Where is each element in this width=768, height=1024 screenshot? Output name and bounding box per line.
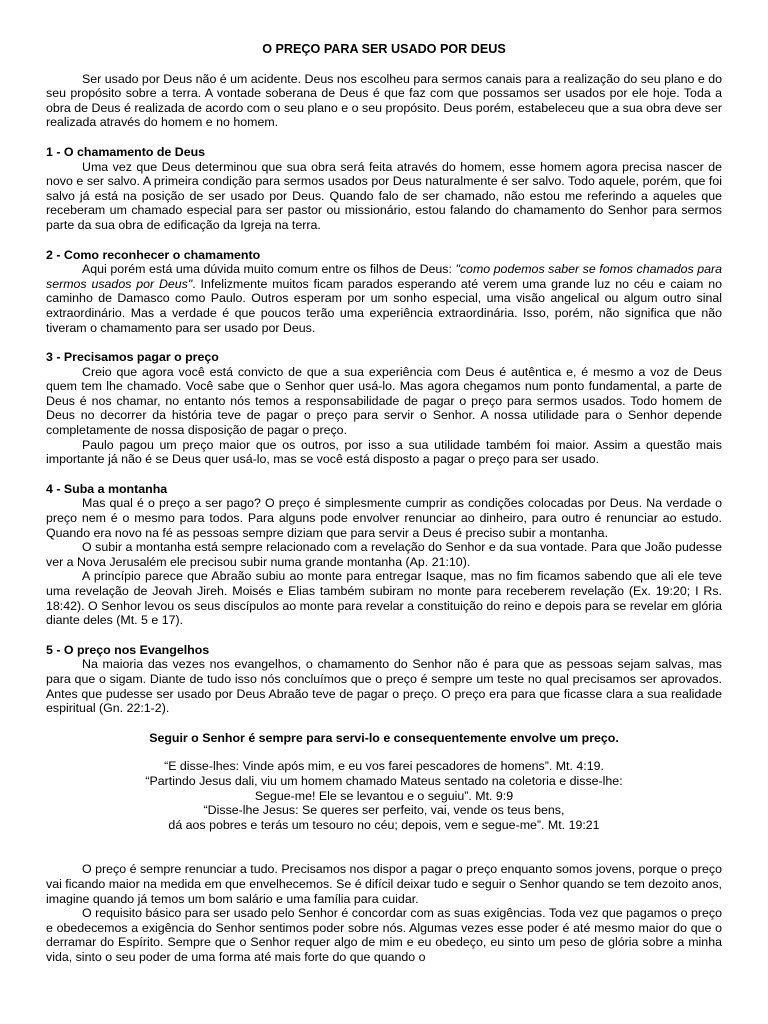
paragraph-text: Aqui porém está uma dúvida muito comum entre os filhos de Deus: [82, 262, 456, 277]
section-heading: 3 - Precisamos pagar o preço [46, 350, 219, 365]
section-2 [46, 248, 722, 336]
paragraph: Mas qual é o preço a ser pago? O preço é simplesmente cumprir as condições colocadas por Deus. Na verdade o preço nem é o mesmo para todos. Para alguns pode envolver renunciar ao dinheiro, para outro é renunciar ao estudo. Quando era novo na fé as pessoas sempre diziam que para servir a Deus é preciso subir a montanha. [46, 496, 722, 540]
verse-line: “Disse-lhe Jesus: Se queres ser perfeito, vai, vende os teus bens, [203, 803, 565, 818]
spacer [46, 846, 722, 862]
section-heading: 4 - Suba a montanha [46, 481, 168, 496]
paragraph-text: . Infelizmente muitos ficam parados esperando até verem uma grande luz no céu e caiam no caminho de Damasco como Paulo. Outros esperam por um sonho especial, uma visão angelical ou algum outro sinal extraordinário. Mas a verdade é que poucos terão uma experiência extraordinária. Isso, porém, não significa que não tiveram o chamamento para ser usado por Deus. [46, 276, 722, 335]
section-heading: 2 - Como reconhecer o chamamento [46, 247, 261, 262]
section-5 [46, 643, 722, 716]
verse-line: “Partindo Jesus dali, viu um homem chamado Mateus sentado na coletoria e disse-lhe: [145, 773, 623, 788]
document-title: O PREÇO PARA SER USADO POR DEUS [262, 42, 506, 56]
paragraph: Na maioria das vezes nos evangelhos, o chamamento do Senhor não é para que as pessoas sejam salvas, mas para que o sigam. Diante de tudo isso nós concluímos que o preço é sempre um teste no qual precisamos ser aprovados. Antes que pudesse ser usado por Deus Abraão teve de pagar o preço. O preço era para que ficasse clara a sua realidade espiritual (Gn. 22:1-2). [46, 657, 722, 716]
verse-quotes [46, 759, 722, 832]
section-1 [46, 145, 722, 233]
intro-block [46, 72, 722, 130]
intro-paragraph: Ser usado por Deus não é um acidente. Deus nos escolheu para sermos canais para a realização do seu plano e do seu propósito sobre a terra. A vontade soberana de Deus é que faz com que possamos ser usados por ele hoje. Toda a obra de Deus é realizada de acordo com o seu plano e o seu propósito. Deus porém, estabeleceu que a sua obra deve ser realizada através do homem e no homem. [46, 71, 722, 130]
paragraph: Creio que agora você está convicto de que a sua experiência com Deus é autêntica e, é mesmo a voz de Deus quem tem lhe chamado. Você sabe que o Senhor quer usá-lo. Mas agora chegamos num ponto fundamental, a parte de Deus é nos chamar, no entanto nós temos a responsabilidade de pagar o preço para sermos usados. Todo homem de Deus no decorrer da história teve de pagar o preço para servir o Senhor. A nossa utilidade para o Senhor depende completamente de nossa disposição de pagar o preço. [46, 364, 722, 438]
paragraph: Paulo pagou um preço maior que os outros, por isso a sua utilidade também foi maior. Assim a questão mais importante já não é se Deus quer usá-lo, mas se você está disposto a pagar o preço para ser usado. [46, 437, 722, 467]
closing-block [46, 862, 722, 964]
section-4 [46, 482, 722, 628]
paragraph [46, 262, 722, 335]
paragraph: O preço é sempre renunciar a tudo. Precisamos nos dispor a pagar o preço enquanto somos jovens, porque o preço vai ficando maior na medida em que envelhecemos. Se é difícil deixar tudo e seguir o Senhor quando se tem dezoito anos, imagine quando já temos um bom salário e uma família para cuidar. [46, 862, 722, 906]
paragraph: Uma vez que Deus determinou que sua obra será feita através do homem, esse homem agora precisa nascer de novo e ser salvo. A primeira condição para sermos usados por Deus naturalmente é ser salvo. Todo aquele, porém, que foi salvo já está na posição de ser usado por Deus. Quando falo de ser chamado, não estou me referindo a aqueles que receberam um chamado especial para ser pastor ou missionário, estou falando do chamamento do Senhor para sermos parte da sua obra de edificação da Igreja na terra. [46, 159, 722, 232]
section-3 [46, 350, 722, 467]
emphasis-statement: Seguir o Senhor é sempre para servi-lo e consequentemente envolve um preço. [149, 730, 619, 745]
section-heading: 1 - O chamamento de Deus [46, 144, 206, 159]
verse-line: Segue-me! Ele se levantou e o seguiu”. Mt. 9:9 [254, 788, 514, 803]
verse-line: “E disse-lhes: Vinde após mim, e eu vos farei pescadores de homens”. Mt. 4:19. [164, 759, 604, 774]
section-heading: 5 - O preço nos Evangelhos [46, 642, 210, 657]
paragraph: A princípio parece que Abraão subiu ao monte para entregar Isaque, mas no fim ficamos sabendo que ali ele teve uma revelação de Jeovah Jireh. Moisés e Elias também subiram no monte para receberem revelação (Ex. 19:20; I Rs. 18:42). O Senhor levou os seus discípulos ao monte para revelar a constituição do reino e depois para se revelar em glória diante deles (Mt. 5 e 17). [46, 569, 722, 628]
verse-line: dá aos pobres e terás um tesouro no céu; depois, vem e segue-me”. Mt. 19:21 [168, 817, 600, 832]
paragraph: O requisito básico para ser usado pelo Senhor é concordar com as suas exigências. Toda vez que pagamos o preço e obedecemos a exigência do Senhor sentimos poder sobre nós. Algumas vezes esse poder é até mesmo maior do que o derramar do Espírito. Sempre que o Senhor requer algo de mim e eu obedeço, eu sinto um peso de glória sobre a minha vida, sinto o seu poder de uma forma até mais forte do que quando o [46, 906, 722, 964]
document-page [46, 0, 722, 964]
italic-quote: "como podemos saber se fomos chamados para sermos usados por Deus" [46, 262, 722, 291]
paragraph: O subir a montanha está sempre relacionado com a revelação do Senhor e da sua vontade. Para que João pudesse ver a Nova Jerusalém ele precisou subir numa grande montanha (Ap. 21:10). [46, 540, 722, 569]
